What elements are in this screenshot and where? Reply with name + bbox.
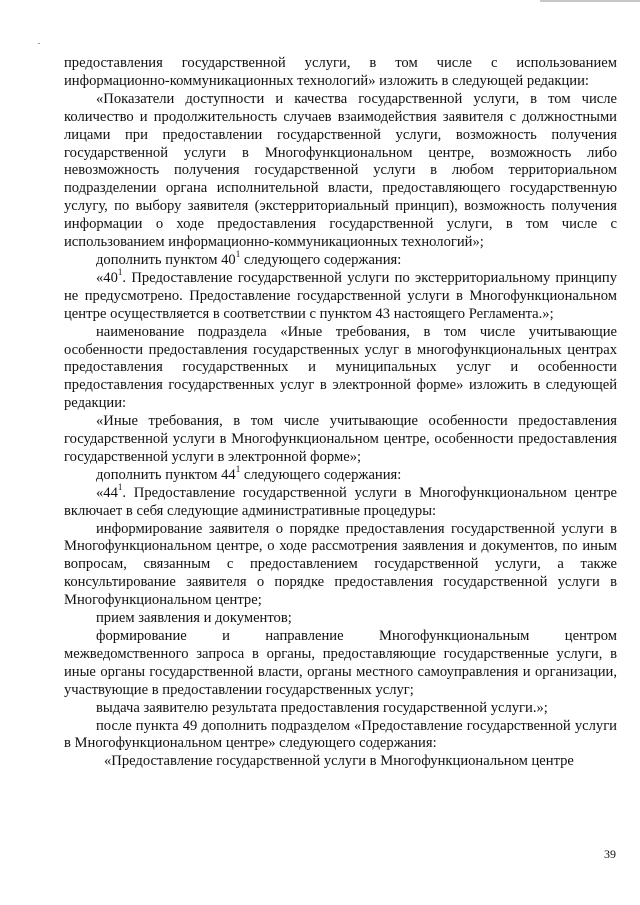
superscript: 1 xyxy=(117,481,123,492)
text-run: дополнить пунктом 40 xyxy=(96,251,236,268)
paragraph: «Предоставление государственной услуги в Многофункциональном центре xyxy=(104,753,574,770)
text-run: дополнить пунктом 44 xyxy=(96,466,236,483)
paragraph: информирование заявителя о порядке предоставления государственной услуги в Многофункциональном центре, о ходе рассмотрения заявления и документов, по иным вопросам, связанным с предоставлением государственной услуги, а также консультирование заявителя о порядке предоставления государственной услуги в Многофункциональном центре; xyxy=(64,520,617,609)
document-body xyxy=(64,55,617,771)
paragraph xyxy=(64,481,617,521)
paragraph: «Показатели доступности и качества государственной услуги, в том числе количество и продолжительность случаев взаимодействия заявителя с должностными лицами при предоставлении государственной услуги, возможность получения государственной услуги в Многофункциональном центре, возможность либо невозможность получения государственной услуги в любом территориальном подразделении органа исполнительной власти, предоставляющего государственную услугу, по выбору заявителя (экстерриториальный принцип), возможность получения информации о ходе предоставления государственной услуги, в том числе с использованием информационно-коммуникационных технологий»; xyxy=(64,90,617,251)
superscript: 1 xyxy=(235,463,241,474)
paragraph: выдача заявителю результата предоставления государственной услуги.»; xyxy=(96,699,548,716)
scan-mark xyxy=(38,43,40,44)
text-run: следующего содержания: xyxy=(240,251,402,268)
paragraph: наименование подраздела «Иные требования, в том числе учитывающие особенности предоставления государственных услуг в многофункциональных центрах предоставления государственных и муниципальных услуг и особенности предоставления государственных услуг в электронной форме» изложить в следующей редакции: xyxy=(64,323,617,412)
paragraph xyxy=(64,463,617,485)
text-run: «40 xyxy=(96,269,118,286)
paragraph: «Иные требования, в том числе учитывающие особенности предоставления государственной услуги в Многофункциональном центре, особенности предоставления государственной услуги в электронной форме»; xyxy=(64,413,617,465)
text-run: «44 xyxy=(96,484,118,501)
text-run: . Предоставление государственной услуги по экстерриториальному принципу не предусмотрено. Предоставление государственной услуги в Многофункциональном центре осуществляется в соответствии с пунктом 43 настоящего Регламента.»; xyxy=(64,269,617,322)
paragraph: после пункта 49 дополнить подразделом «Предоставление государственной услуги в Многофункциональном центре» следующего содержания: xyxy=(64,717,617,752)
paragraph xyxy=(64,249,617,270)
paragraph: прием заявления и документов; xyxy=(96,610,292,627)
text-run: . Предоставление государственной услуги в Многофункциональном центре включает в себя следующие административные процедуры: xyxy=(64,484,617,519)
scan-edge-line xyxy=(540,0,640,2)
paragraph xyxy=(64,267,617,324)
paragraph: предоставления государственной услуги, в том числе с использованием информационно-коммуникационных технологий» изложить в следующей редакции: xyxy=(64,55,617,89)
superscript: 1 xyxy=(117,267,123,278)
text-run: следующего содержания: xyxy=(240,466,402,483)
superscript: 1 xyxy=(235,249,241,260)
paragraph: формирование и направление Многофункциональным центром межведомственного запроса в органы, предоставляющие государственные услуги, в иные органы государственной власти, органы местного самоуправления и организации, участвующие в предоставлении государственных услуг; xyxy=(64,628,617,698)
page-number: 39 xyxy=(604,847,616,861)
